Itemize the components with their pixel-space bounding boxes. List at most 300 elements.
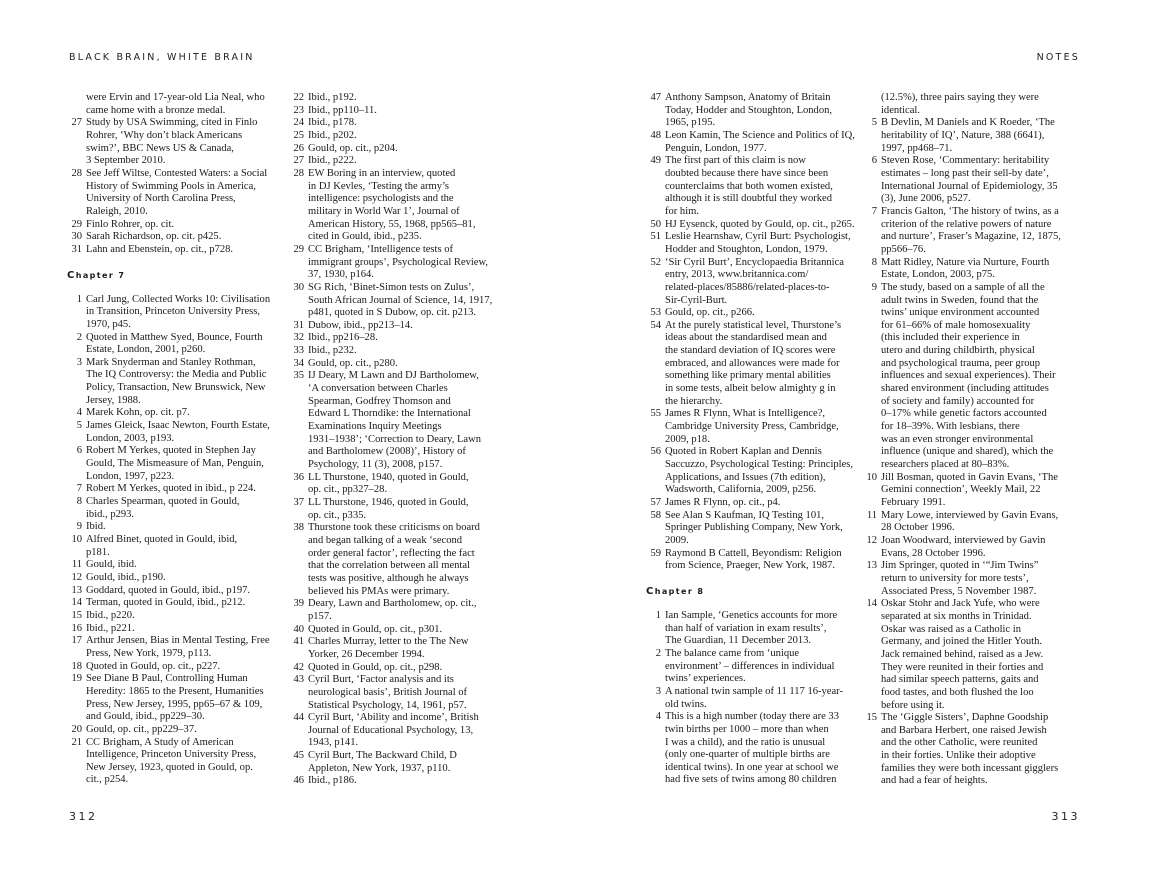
endnote bbox=[862, 598, 1078, 712]
endnote bbox=[646, 711, 861, 787]
endnote-text bbox=[881, 472, 1078, 510]
endnote-number bbox=[862, 92, 881, 117]
endnote-line: for 18–39%. With lesbians, there bbox=[881, 421, 1020, 433]
endnote-text bbox=[86, 483, 282, 496]
endnote-text bbox=[86, 597, 282, 610]
endnote-line: environment’ – differences in individual bbox=[665, 660, 835, 672]
endnote-text bbox=[665, 307, 861, 320]
endnote-line: Carl Jung, Collected Works 10: Civilisation bbox=[86, 293, 271, 305]
endnote bbox=[289, 345, 504, 358]
endnote-line: Jack remained behind, raised as a Jew. bbox=[881, 648, 1044, 660]
endnote-line: Raymond B Cattell, Beyondism: Religion bbox=[665, 547, 842, 559]
endnote-text bbox=[308, 712, 504, 750]
endnote-line: related-places/85886/related-places-to- bbox=[665, 281, 830, 293]
endnote-text bbox=[665, 497, 861, 510]
endnote-line: Gould, op. cit., p280. bbox=[308, 357, 398, 369]
endnote-text bbox=[86, 737, 282, 788]
endnote-line: Gemini connection’, Weekly Mail, 22 bbox=[881, 484, 1041, 496]
endnote-line: old twins. bbox=[665, 698, 707, 710]
endnote-text bbox=[86, 117, 282, 168]
endnote-text bbox=[308, 750, 504, 775]
endnote bbox=[289, 636, 504, 661]
endnote-text bbox=[86, 521, 282, 534]
endnote-line: ibid., p293. bbox=[86, 508, 135, 520]
endnote-line: Hodder and Stoughton, London, 1979. bbox=[665, 243, 828, 255]
endnote-line: Ibid., pp216–28. bbox=[308, 332, 378, 344]
endnote-text bbox=[86, 357, 282, 408]
endnote-line: before using it. bbox=[881, 699, 945, 711]
endnote-line: Robert M Yerkes, quoted in ibid., p 224. bbox=[86, 483, 256, 495]
endnote-number: 4 bbox=[655, 711, 661, 723]
endnote-text bbox=[881, 282, 1078, 472]
endnote-line: return to university for more tests’, bbox=[881, 572, 1029, 584]
endnote-line: of society and family) accounted for bbox=[881, 395, 1035, 407]
endnote-line: SG Rich, ‘Binet-Simon tests on Zulus’, bbox=[308, 281, 475, 293]
endnote bbox=[862, 560, 1078, 598]
endnote-line: Today, Hodder and Stoughton, London, bbox=[665, 104, 833, 116]
endnote bbox=[289, 472, 504, 497]
endnote-line: tests was positive, although he always bbox=[308, 572, 469, 584]
endnote-line: History of Swimming Pools in America, bbox=[86, 180, 256, 192]
endnote-line: counterclaims that both women existed, bbox=[665, 180, 833, 192]
endnote-number: 23 bbox=[293, 104, 304, 116]
endnote-text bbox=[881, 560, 1078, 598]
endnote-number: 14 bbox=[71, 597, 82, 609]
endnote-text bbox=[86, 231, 282, 244]
endnote-text bbox=[308, 282, 504, 320]
endnote-line: Heredity: 1865 to the Present, Humanities bbox=[86, 685, 264, 697]
endnote-number: 7 bbox=[871, 205, 877, 217]
endnote-line: Psychology, 11 (3), 2008, p157. bbox=[308, 459, 443, 471]
endnote-line: Intelligence, Princeton University Press, bbox=[86, 749, 257, 761]
endnote-line: and Gould, ibid., pp229–30. bbox=[86, 711, 205, 723]
endnote-line: Edward L Thorndike: the International bbox=[308, 408, 471, 420]
endnote bbox=[862, 282, 1078, 472]
endnote-number: 38 bbox=[293, 522, 304, 534]
endnote-line: This is a high number (today there are 33 bbox=[665, 711, 839, 723]
endnote-number: 12 bbox=[866, 534, 877, 546]
endnote-line: Joan Woodward, interviewed by Gavin bbox=[881, 534, 1046, 546]
endnote-line: and began talking of a weak ‘second bbox=[308, 534, 463, 546]
endnote-line: Journal of Educational Psychology, 13, bbox=[308, 724, 474, 736]
endnote-number: 31 bbox=[293, 319, 304, 331]
endnote-text bbox=[86, 534, 282, 559]
endnote-line: military in World War 1’, Journal of bbox=[308, 205, 460, 217]
endnote-line: Dubow, ibid., pp213–14. bbox=[308, 319, 413, 331]
endnote-line: Jill Bosman, quoted in Gavin Evans, ‘The bbox=[881, 471, 1058, 483]
endnote-number: 30 bbox=[293, 281, 304, 293]
endnote-text bbox=[881, 92, 1078, 117]
endnote bbox=[862, 92, 1078, 117]
notes-column bbox=[646, 92, 861, 787]
endnote bbox=[67, 231, 282, 244]
endnote bbox=[289, 370, 504, 471]
endnote-line: CC Brigham, A Study of American bbox=[86, 736, 234, 748]
endnote-number: 19 bbox=[71, 673, 82, 685]
endnote-line: ideas about the standardised mean and bbox=[665, 332, 827, 344]
endnote-line: EW Boring in an interview, quoted bbox=[308, 167, 456, 179]
endnote-line: James R Flynn, op. cit., p4. bbox=[665, 497, 781, 508]
endnote-text bbox=[881, 598, 1078, 712]
endnote-text bbox=[308, 598, 504, 623]
endnote-line: Statistical Psychology, 14, 1961, p57. bbox=[308, 699, 467, 711]
endnote-text bbox=[308, 155, 504, 168]
endnote bbox=[862, 117, 1078, 155]
endnote-text bbox=[308, 358, 504, 371]
endnote-line: Mary Lowe, interviewed by Gavin Evans, bbox=[881, 509, 1059, 521]
endnote-line: Penguin, London, 1977. bbox=[665, 142, 767, 154]
endnote-line: separated at six months in Trinidad. bbox=[881, 610, 1032, 622]
endnote bbox=[67, 521, 282, 534]
endnote-line: 37, 1930, p164. bbox=[308, 269, 374, 281]
endnote-line: Ibid. bbox=[86, 521, 106, 533]
endnote-line: Ibid., p232. bbox=[308, 345, 357, 357]
endnote-line: Appleton, New York, 1937, p110. bbox=[308, 762, 451, 774]
endnote-number: 29 bbox=[293, 243, 304, 255]
endnote-line: than half of variation in exam results’, bbox=[665, 622, 827, 634]
endnote-number: 12 bbox=[71, 571, 82, 583]
endnote-line: Ian Sample, ‘Genetics accounts for more bbox=[665, 609, 838, 621]
endnote-text bbox=[86, 219, 282, 232]
endnote-line: shared environment (including attitudes bbox=[881, 383, 1049, 395]
endnote bbox=[646, 320, 861, 409]
endnote-number: 35 bbox=[293, 370, 304, 382]
endnote-number: 27 bbox=[293, 155, 304, 167]
endnote-line: American History, 55, 1968, pp565–81, bbox=[308, 218, 476, 230]
endnote bbox=[67, 496, 282, 521]
endnote-line: (only one-quarter of multiple births are bbox=[665, 749, 830, 761]
endnote-text bbox=[881, 206, 1078, 257]
endnote-line: something like primary mental abilities bbox=[665, 370, 831, 382]
endnote-line: twins’ experiences. bbox=[665, 673, 746, 685]
endnote-number: 2 bbox=[76, 331, 82, 343]
endnote-line: ‘A conversation between Charles bbox=[308, 383, 448, 395]
endnote-text bbox=[86, 496, 282, 521]
endnote-number: 32 bbox=[293, 332, 304, 344]
endnote-number: 6 bbox=[76, 445, 82, 457]
endnote bbox=[646, 307, 861, 320]
endnote-number: 22 bbox=[293, 92, 304, 103]
endnote-text bbox=[665, 711, 861, 787]
endnote-text bbox=[86, 673, 282, 724]
endnote-line: Springer Publishing Company, New York, bbox=[665, 522, 843, 534]
endnote-line: Estate, London, 2001, p260. bbox=[86, 344, 206, 356]
endnote-line: Deary, Lawn and Bartholomew, op. cit., bbox=[308, 598, 477, 610]
endnote bbox=[646, 219, 861, 232]
endnote-line: They were reunited in their forties and bbox=[881, 661, 1044, 673]
endnote-line: p481, quoted in S Dubow, op. cit. p213. bbox=[308, 307, 477, 319]
endnote-line: At the purely statistical level, Thurstone’s bbox=[665, 319, 842, 331]
left-page bbox=[0, 0, 574, 881]
endnote bbox=[646, 497, 861, 510]
endnote-line: Gould, The Mismeasure of Man, Penguin, bbox=[86, 458, 264, 470]
endnote bbox=[67, 244, 282, 257]
endnote-line: swim?’, BBC News US & Canada, bbox=[86, 142, 234, 154]
endnote-number: 11 bbox=[71, 559, 82, 571]
endnote-line: embraced, and allowances were made for bbox=[665, 357, 840, 369]
endnote-text bbox=[86, 294, 282, 332]
endnote-line: Finlo Rohrer, op. cit. bbox=[86, 218, 175, 230]
endnote-line: 2009, p18. bbox=[665, 433, 710, 445]
endnote-text bbox=[308, 370, 504, 471]
endnote-line: International Journal of Epidemiology, 35 bbox=[881, 180, 1058, 192]
endnote-text bbox=[665, 219, 861, 232]
endnote-text bbox=[308, 775, 504, 788]
endnote-line: Examinations Inquiry Meetings bbox=[308, 421, 442, 433]
endnote bbox=[289, 155, 504, 168]
endnote-line: had similar speech patterns, gaits and bbox=[881, 674, 1039, 686]
endnote-text bbox=[86, 92, 282, 117]
endnote-line: The ‘Giggle Sisters’, Daphne Goodship bbox=[881, 712, 1049, 724]
endnote-line: Charles Murray, letter to the The New bbox=[308, 636, 469, 648]
endnote-line: p181. bbox=[86, 546, 110, 558]
endnote bbox=[67, 407, 282, 420]
chapter-heading: Chapter 7 bbox=[67, 269, 126, 281]
endnote-line: order general factor’, reflecting the fact bbox=[308, 547, 475, 559]
endnote-line: The IQ Controversy: the Media and Public bbox=[86, 369, 267, 381]
endnote-text bbox=[308, 345, 504, 358]
endnote-line: came home with a bronze medal. bbox=[86, 104, 226, 116]
endnote-number: 6 bbox=[871, 155, 877, 167]
endnote bbox=[289, 712, 504, 750]
endnote bbox=[67, 610, 282, 623]
endnote-text bbox=[308, 92, 504, 105]
endnote bbox=[67, 724, 282, 737]
endnote-line: for 61–66% of male homosexuality bbox=[881, 319, 1031, 331]
endnote-line: 28 October 1996. bbox=[881, 522, 955, 534]
endnote-line: The balance came from ‘unique bbox=[665, 647, 800, 659]
endnote-number: 10 bbox=[866, 471, 877, 483]
endnote-line: estimates – long past their sell-by date’, bbox=[881, 167, 1049, 179]
endnote-line: cited in Gould, ibid., p235. bbox=[308, 231, 422, 243]
endnote-line: influences and sexual experiences). Their bbox=[881, 370, 1056, 382]
endnote-line: Sir-Cyril-Burt. bbox=[665, 294, 728, 306]
endnote-text bbox=[665, 320, 861, 409]
endnote-line: op. cit., pp327–28. bbox=[308, 484, 388, 496]
endnote-line: influence (unique and shared), which the bbox=[881, 446, 1054, 458]
endnote bbox=[67, 635, 282, 660]
endnote bbox=[67, 623, 282, 636]
endnote-line: Goddard, quoted in Gould, ibid., p197. bbox=[86, 584, 251, 596]
endnote-number: 10 bbox=[71, 534, 82, 545]
endnote bbox=[862, 510, 1078, 535]
endnote-text bbox=[86, 168, 282, 219]
endnote bbox=[862, 206, 1078, 257]
endnote-number: 43 bbox=[293, 674, 304, 686]
endnote-line: Leon Kamin, The Science and Politics of IQ, bbox=[665, 129, 855, 141]
endnote-number: 34 bbox=[293, 357, 304, 369]
endnote-line: James Gleick, Isaac Newton, Fourth Estate, bbox=[86, 420, 270, 432]
endnote-line: Cambridge University Press, Cambridge, bbox=[665, 421, 839, 433]
endnote-line: Press, New Jersey, 1995, pp65–67 & 109, bbox=[86, 698, 263, 710]
endnote bbox=[67, 673, 282, 724]
endnote bbox=[289, 624, 504, 637]
endnote-line: Estate, London, 2003, p75. bbox=[881, 269, 995, 281]
endnote bbox=[67, 420, 282, 445]
endnote-line: IJ Deary, M Lawn and DJ Bartholomew, bbox=[308, 370, 479, 382]
endnote-number: 5 bbox=[871, 117, 877, 129]
endnote-line: food tastes, and both flushed the loo bbox=[881, 686, 1034, 698]
endnote-line: B Devlin, M Daniels and K Roeder, ‘The bbox=[881, 117, 1055, 129]
notes-column bbox=[862, 92, 1078, 788]
endnote-line: Germany, and joined the Hitler Youth. bbox=[881, 636, 1043, 648]
endnote-line: Thurstone took these criticisms on board bbox=[308, 522, 480, 534]
endnote-number: 9 bbox=[76, 521, 82, 533]
endnote bbox=[289, 775, 504, 788]
endnote bbox=[67, 168, 282, 219]
endnote bbox=[67, 585, 282, 598]
endnote-line: Sarah Richardson, op. cit. p425. bbox=[86, 231, 222, 243]
endnote-line: Leslie Hearnshaw, Cyril Burt: Psychologist, bbox=[665, 231, 851, 243]
endnote-line: Study by USA Swimming, cited in Finlo bbox=[86, 117, 258, 129]
endnote-line: in Transition, Princeton University Press, bbox=[86, 306, 261, 318]
endnote-line: ‘Sir Cyril Burt’, Encyclopaedia Britannica bbox=[665, 256, 844, 268]
endnote-line: for him. bbox=[665, 205, 699, 217]
endnote-number: 11 bbox=[866, 509, 877, 521]
endnote-number: 4 bbox=[76, 407, 82, 419]
endnote-number: 30 bbox=[71, 231, 82, 243]
endnote-text bbox=[308, 117, 504, 130]
chapter-heading: Chapter 8 bbox=[646, 585, 705, 597]
endnote-line: Quoted in Gould, op. cit., p227. bbox=[86, 660, 221, 672]
endnote-line: HJ Eysenck, quoted by Gould, op. cit., p265. bbox=[665, 218, 855, 230]
endnote bbox=[67, 219, 282, 232]
endnote-line: Mark Snyderman and Stanley Rothman, bbox=[86, 356, 256, 368]
endnote-text bbox=[86, 724, 282, 737]
endnote-line: Yorker, 26 December 1994. bbox=[308, 648, 425, 660]
endnote-line: Jim Springer, quoted in ‘“Jim Twins” bbox=[881, 560, 1039, 572]
endnote bbox=[646, 446, 861, 497]
endnote-line: New Jersey, 1923, quoted in Gould, op. bbox=[86, 761, 253, 773]
endnote-number: 29 bbox=[71, 218, 82, 230]
endnote bbox=[289, 168, 504, 244]
endnote-line: 1970, p45. bbox=[86, 318, 131, 330]
endnote-number: 3 bbox=[76, 356, 82, 368]
endnote-text bbox=[86, 559, 282, 572]
endnote-line: Quoted in Gould, op. cit., p298. bbox=[308, 661, 443, 673]
endnote-text bbox=[308, 662, 504, 675]
endnote-line: University of North Carolina Press, bbox=[86, 193, 236, 205]
endnote bbox=[67, 92, 282, 117]
endnote bbox=[289, 320, 504, 333]
endnote-text bbox=[308, 624, 504, 637]
endnote bbox=[289, 674, 504, 712]
endnote-text bbox=[881, 510, 1078, 535]
endnote-number: 15 bbox=[866, 712, 877, 724]
endnote-number: 58 bbox=[650, 509, 661, 521]
endnote-number: 57 bbox=[650, 497, 661, 508]
endnote-line: twin births per 1000 – more than when bbox=[665, 723, 829, 735]
endnote-line: I was a child), and the ratio is unusual bbox=[665, 736, 826, 748]
endnote-number: 1 bbox=[76, 293, 82, 305]
endnote-line: Gould, ibid. bbox=[86, 559, 137, 571]
endnote-line: twins’ unique environment accounted bbox=[881, 307, 1040, 319]
running-head-right: NOTES bbox=[1036, 52, 1080, 63]
endnote-line: Applications, and Issues (7th edition), bbox=[665, 471, 826, 483]
endnote-number: 14 bbox=[866, 598, 877, 610]
endnote-number: 44 bbox=[293, 712, 304, 724]
endnote-number: 25 bbox=[293, 129, 304, 141]
endnote-number: 21 bbox=[71, 736, 82, 748]
endnote-line: families they were both incessant gigglers bbox=[881, 762, 1059, 774]
endnote-number: 24 bbox=[293, 117, 304, 129]
endnote bbox=[646, 257, 861, 308]
running-head-left: BLACK BRAIN, WHITE BRAIN bbox=[69, 52, 255, 63]
endnote-line: CC Brigham, ‘Intelligence tests of bbox=[308, 243, 453, 255]
endnote-line: Cyril Burt, The Backward Child, D bbox=[308, 750, 457, 762]
endnote-number: 26 bbox=[293, 142, 304, 154]
endnote-line: Ibid., p220. bbox=[86, 609, 135, 621]
endnote-number: 20 bbox=[71, 723, 82, 735]
page-number-left: 312 bbox=[69, 810, 98, 823]
endnote-line: Alfred Binet, quoted in Gould, ibid, bbox=[86, 534, 238, 545]
endnote-number: 37 bbox=[293, 497, 304, 508]
endnote-number: 55 bbox=[650, 408, 661, 420]
endnote-line: Saccuzzo, Psychological Testing: Principles, bbox=[665, 459, 853, 471]
endnote-line: Oskar was raised as a Catholic in bbox=[881, 623, 1021, 635]
endnote-text bbox=[86, 610, 282, 623]
endnote-number: 8 bbox=[871, 256, 877, 268]
endnote bbox=[289, 244, 504, 282]
endnote-line: and the other Catholic, were reunited bbox=[881, 737, 1038, 749]
endnote bbox=[646, 92, 861, 130]
endnote-text bbox=[308, 320, 504, 333]
endnote bbox=[646, 648, 861, 686]
endnote-text bbox=[86, 445, 282, 483]
endnote-line: London, 1997, p223. bbox=[86, 470, 175, 482]
endnote-line: Francis Galton, ‘The history of twins, as a bbox=[881, 205, 1059, 217]
notes-column bbox=[289, 92, 504, 788]
endnote-number: 39 bbox=[293, 598, 304, 610]
endnote-line: See Alan S Kaufman, IQ Testing 101, bbox=[665, 509, 825, 521]
endnote-line: entry, 2013, www.britannica.com/ bbox=[665, 269, 809, 281]
endnote-line: Ibid., p186. bbox=[308, 775, 357, 787]
endnote-number bbox=[67, 92, 86, 117]
endnote-text bbox=[665, 408, 861, 446]
endnote bbox=[862, 472, 1078, 510]
endnote-line: Press, New York, 1979, p113. bbox=[86, 647, 212, 659]
endnote-line: 1997, pp468–71. bbox=[881, 142, 953, 154]
endnote bbox=[289, 143, 504, 156]
endnote-text bbox=[308, 332, 504, 345]
endnote-number: 40 bbox=[293, 623, 304, 635]
endnote-line: neurological basis’, British Journal of bbox=[308, 686, 468, 698]
endnote-line: Raleigh, 2010. bbox=[86, 205, 148, 217]
endnote-text bbox=[665, 257, 861, 308]
endnote-line: and Barbara Herbert, one raised Jewish bbox=[881, 724, 1047, 736]
endnote bbox=[289, 332, 504, 345]
right-page bbox=[575, 0, 1149, 881]
endnote-number: 47 bbox=[650, 92, 661, 103]
endnote-number: 45 bbox=[293, 750, 304, 762]
endnote-line: Ibid., p222. bbox=[308, 155, 357, 167]
endnote-number: 28 bbox=[71, 167, 82, 179]
endnote-line: and nurture’, Fraser’s Magazine, 12, 1875, bbox=[881, 231, 1061, 243]
endnote-text bbox=[308, 522, 504, 598]
endnote-line: LL Thurstone, 1946, quoted in Gould, bbox=[308, 497, 469, 508]
endnote bbox=[646, 231, 861, 256]
endnote-line: and Bartholomew (2008)’, History of bbox=[308, 446, 466, 458]
endnote-text bbox=[665, 130, 861, 155]
endnote-number: 42 bbox=[293, 661, 304, 673]
endnote-number: 52 bbox=[650, 256, 661, 268]
endnote-line: The first part of this claim is now bbox=[665, 155, 806, 167]
endnote bbox=[67, 661, 282, 674]
endnote-number: 59 bbox=[650, 547, 661, 559]
endnote-line: Ibid., p221. bbox=[86, 622, 135, 634]
endnote-text bbox=[86, 661, 282, 674]
endnote-number: 51 bbox=[650, 231, 661, 243]
